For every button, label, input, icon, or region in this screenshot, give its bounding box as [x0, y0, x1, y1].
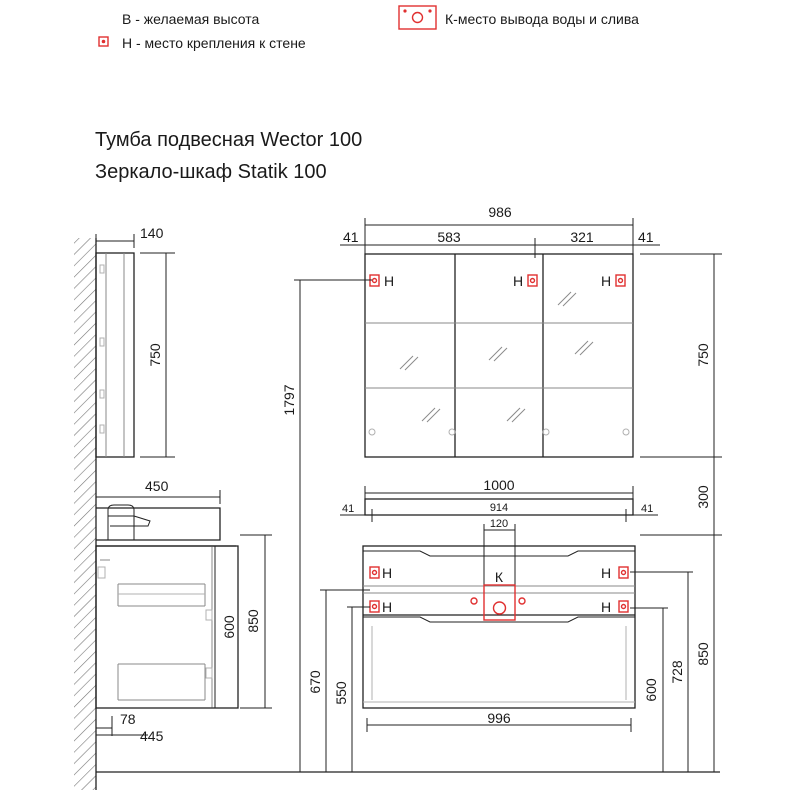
mounting-point-icon — [619, 601, 628, 612]
dim-cab-right-offset: 41 — [641, 503, 654, 515]
legend-b-text: В - желаемая высота — [122, 11, 260, 27]
marker-h: Н — [384, 273, 395, 289]
dim-h728: 728 — [669, 660, 685, 684]
dim-side-cab-height: 850 — [245, 609, 261, 633]
dim-cab-left-offset: 41 — [342, 503, 355, 515]
mounting-point-icon — [99, 37, 108, 46]
dim-mirror-mid: 583 — [437, 229, 461, 245]
dim-drain-width: 120 — [489, 518, 509, 530]
dim-mirror-right-part: 321 — [570, 229, 594, 245]
dim-h550: 550 — [333, 681, 349, 705]
marker-h: Н — [382, 565, 393, 581]
mounting-point-icon — [370, 567, 379, 578]
mounting-point-icon — [619, 567, 628, 578]
dim-side-bottom-small: 78 — [120, 711, 136, 727]
marker-k: К — [494, 569, 504, 585]
side-view-mirror — [96, 225, 175, 457]
marker-h: Н — [601, 599, 612, 615]
mounting-point-icon — [370, 601, 379, 612]
dim-side-cab-depth: 450 — [145, 478, 169, 494]
dim-mirror-left-offset: 41 — [343, 229, 359, 245]
front-view-mirror — [340, 204, 722, 457]
dim-h670: 670 — [307, 670, 323, 694]
legend-h-text: Н - место крепления к стене — [122, 35, 306, 51]
dim-side-mirror-depth: 140 — [140, 225, 164, 241]
dim-h850: 850 — [695, 642, 711, 666]
title-line-2: Зеркало-шкаф Statik 100 — [95, 161, 327, 183]
title-line-1: Тумба подвесная Wector 100 — [95, 129, 363, 151]
dim-gap: 300 — [695, 485, 711, 509]
mounting-point-icon — [528, 275, 537, 286]
marker-h: Н — [601, 565, 612, 581]
glass-reflection-icon — [400, 292, 593, 422]
dim-side-cab-front: 600 — [221, 615, 237, 639]
dim-mirror-right-offset: 41 — [638, 229, 654, 245]
marker-h: Н — [382, 599, 393, 615]
dim-gap-line — [640, 457, 722, 535]
drain-outlet-icon — [399, 6, 436, 29]
dim-cab-inner: 914 — [489, 502, 509, 514]
marker-h: Н — [601, 273, 612, 289]
dim-mirror-height: 750 — [695, 343, 711, 367]
mounting-point-icon — [616, 275, 625, 286]
front-view-cabinet — [307, 477, 714, 772]
dim-side-bottom-depth: 445 — [140, 728, 164, 744]
dim-cab-width: 1000 — [483, 477, 515, 493]
legend — [99, 6, 639, 51]
side-view-cabinet — [96, 478, 272, 744]
legend-k-text: К-место вывода воды и слива — [445, 11, 639, 27]
faucet-icon — [108, 505, 150, 540]
dim-side-mirror-height: 750 — [147, 343, 163, 367]
dim-cab-bottom-width: 996 — [487, 710, 511, 726]
marker-h: Н — [513, 273, 524, 289]
dim-mirror-width: 986 — [488, 204, 512, 220]
dim-h600: 600 — [643, 678, 659, 702]
dim-total-height: 1797 — [281, 384, 297, 416]
wall — [74, 238, 720, 790]
